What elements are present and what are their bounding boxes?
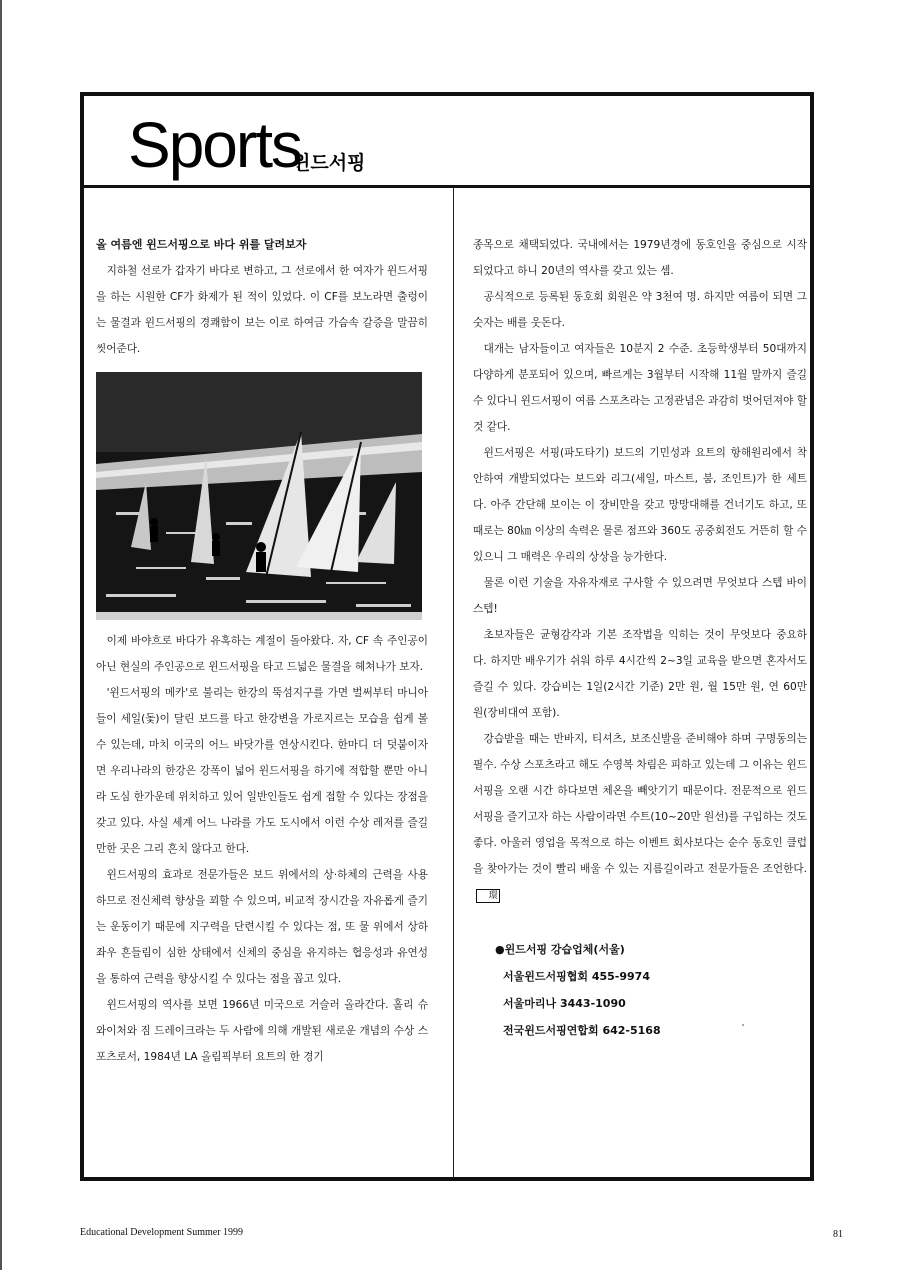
- body-paragraph: 대개는 남자들이고 여자들은 10분지 2 수준. 초등학생부터 50대까지 다양하게 분포되어 있으며, 빠르게는 3월부터 시작해 11월 말까지 즐길 수 있다니 윈드서핑이 여름 스포츠라는 고정관념은 과감히 벗어던져야 할 것 같다.: [473, 343, 807, 433]
- body-paragraph: 이제 바야흐로 바다가 유혹하는 계절이 돌아왔다. 자, CF 속 주인공이 아닌 현실의 주인공으로 윈드서핑을 타고 드넓은 물결을 헤쳐나가 보자.: [96, 635, 428, 673]
- windsurfing-photo: [96, 372, 422, 620]
- body-paragraph: '윈드서핑의 메카'로 불리는 한강의 뚝섬지구를 가면 벌써부터 마니아들이 세일(돛)이 달린 보드를 타고 한강변을 가로지르는 모습을 쉽게 볼 수 있는데, 마치 이국의 어느 바닷가를 연상시킨다. 한마디 더 덧붙이자면 우리나라의 한강은 강폭이 넓어 윈드서핑을 하기에 적합할 뿐만 아니라 도심 한가운데 위치하고 있어 일반인들도 쉽게 접할 수 있다는 장점을 갖고 있다. 사실 세계 어느 나라를 가도 도시에서 이런 수상 레저를 즐길 만한 곳은 그리 흔치 않다고 한다.: [96, 687, 428, 855]
- section-title: Sports: [128, 109, 301, 181]
- section-subtitle: 윈드서핑: [292, 152, 366, 174]
- contact-item: 서울윈드서핑협회 455-9974: [503, 970, 650, 983]
- page-number: 81: [833, 1229, 843, 1240]
- body-paragraph: 공식적으로 등록된 동호회 회원은 약 3천여 명. 하지만 여름이 되면 그 숫자는 배를 웃돈다.: [473, 291, 807, 329]
- scan-edge: [0, 0, 2, 1270]
- intro-paragraph: 지하철 선로가 갑자기 바다로 변하고, 그 선로에서 한 여자가 윈드서핑을 하는 시원한 CF가 화제가 된 적이 있었다. 이 CF를 보노라면 출렁이는 물결과 윈드서핑의 경쾌함이 보는 이로 하여금 가슴속 갈증을 말끔히 씻어준다.: [96, 265, 428, 355]
- body-paragraph: [473, 726, 807, 908]
- body-paragraph: 물론 이런 기술을 자유자재로 구사할 수 있으려면 무엇보다 스텝 바이 스텝!: [473, 577, 807, 615]
- end-mark: 環: [476, 889, 500, 903]
- contacts-box: [473, 936, 807, 1044]
- journal-footer: Educational Development Summer 1999: [80, 1227, 244, 1238]
- body-paragraph-text: 강습받을 때는 반바지, 티셔츠, 보조신발을 준비해야 하며 구명동의는 필수. 수상 스포츠라고 해도 수영복 차림은 피하고 있는데 그 이유는 윈드서핑을 오랜 시간 하다보면 체온을 빼앗기기 때문이다. 전문적으로 윈드서핑을 즐기고자 하는 사람이라면 수트(10~20만 원선)를 구입하는 것도 좋다. 아울러 영업을 목적으로 하는 이벤트 회사보다는 순수 동호인 클럽을 찾아가는 것이 빨리 배울 수 있는 지름길이라고 전문가들은 조언한다.: [473, 733, 807, 875]
- body-paragraph: 윈드서핑은 서핑(파도타기) 보드의 기민성과 요트의 항해원리에서 착안하여 개발되었다는 보드와 리그(세일, 마스트, 붐, 조인트)가 한 세트다. 아주 간단해 보이는 이 장비만을 갖고 망망대해를 건너기도 하고, 또 때로는 80㎞ 이상의 속력은 물론 점프와 360도 공중회전도 거뜬히 할 수 있으니 그 매력은 우리의 상상을 능가한다.: [473, 447, 807, 563]
- article-header: [84, 96, 810, 188]
- body-paragraph: 초보자들은 균형감각과 기본 조작법을 익히는 것이 무엇보다 중요하다. 하지만 배우기가 쉬워 하루 4시간씩 2~3일 교육을 받으면 혼자서도 즐길 수 있다. 강습비는 1일(2시간 기준) 2만 원, 월 15만 원, 연 60만 원(장비대여 포함).: [473, 629, 807, 719]
- contact-item: 서울마리나 3443-1090: [503, 997, 626, 1010]
- scan-speck: [742, 1024, 744, 1026]
- right-column: [473, 188, 807, 1044]
- body-paragraph: 종목으로 채택되었다. 국내에서는 1979년경에 동호인을 중심으로 시작되었다고 하니 20년의 역사를 갖고 있는 셈.: [473, 239, 807, 277]
- article-heading: 올 여름엔 윈드서핑으로 바다 위를 달려보자: [96, 238, 307, 251]
- body-paragraph: 윈드서핑의 효과로 전문가들은 보드 위에서의 상·하체의 근력을 사용하므로 전신체력 향상을 꾀할 수 있으며, 비교적 장시간을 자유롭게 즐기는 운동이기 때문에 지구력을 단련시킬 수 있다는 점, 또 물 위에서 상하좌우 흔들림이 심한 상태에서 신체의 중심을 유지하는 협응성과 유연성을 통하여 근력을 향상시킬 수 있다는 점을 꼽고 있다.: [96, 869, 428, 985]
- left-column: [96, 188, 428, 1070]
- body-paragraph: 윈드서핑의 역사를 보면 1966년 미국으로 거슬러 올라간다. 홀리 슈와이처와 짐 드레이크라는 두 사람에 의해 개발된 새로운 개념의 수상 스포츠로서, 1984년 LA 올림픽부터 요트의 한 경기: [96, 999, 428, 1063]
- contacts-title: ●윈드서핑 강습업체(서울): [495, 943, 625, 956]
- contact-item: 전국윈드서핑연합회 642-5168: [503, 1024, 661, 1037]
- article-frame: [80, 92, 814, 1181]
- column-divider: [453, 188, 454, 1177]
